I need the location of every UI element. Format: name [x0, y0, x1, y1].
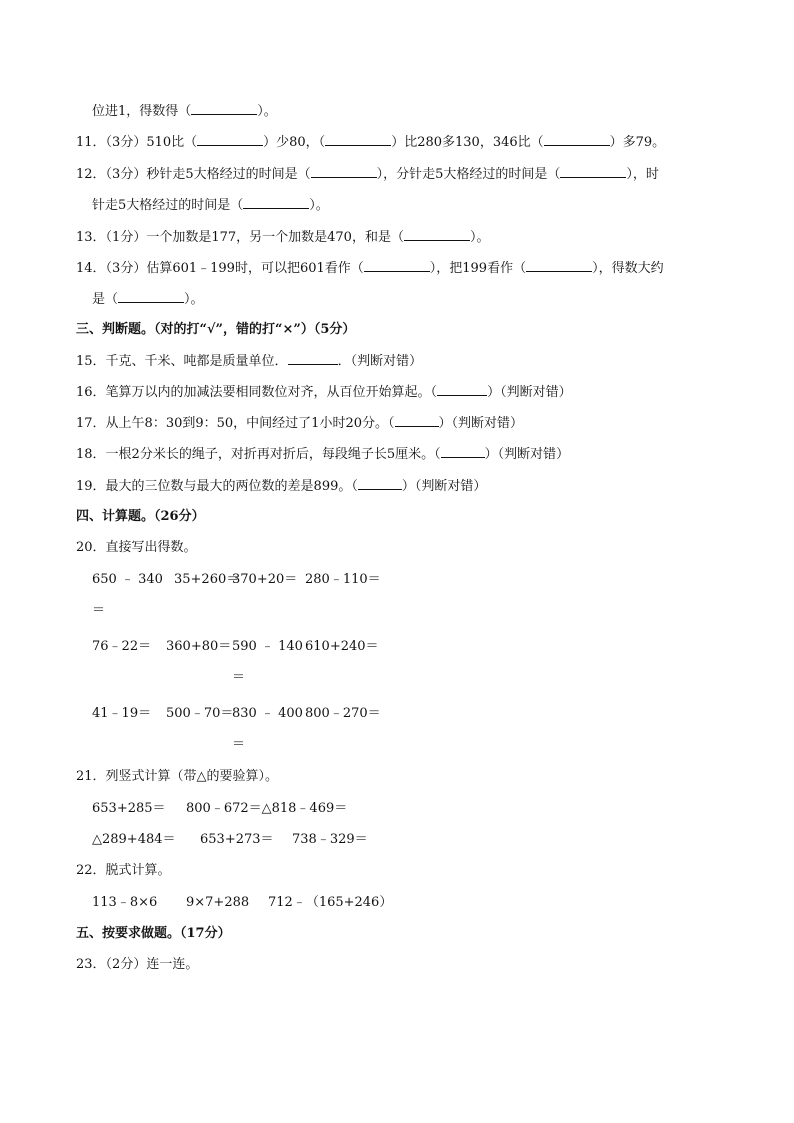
q14-text-b: ），把199看作（	[429, 261, 527, 276]
calc-item: 610+240＝	[305, 639, 379, 654]
calc-equals: ＝	[92, 603, 106, 618]
answer-blank[interactable]	[441, 445, 485, 458]
question-22-title	[76, 862, 171, 880]
answer-blank[interactable]	[191, 102, 257, 115]
question-number: 13．	[76, 230, 106, 245]
answer-blank[interactable]	[526, 259, 592, 272]
calc-item: 830 ﹣ 400	[232, 706, 303, 721]
question-number: 11．	[76, 135, 106, 150]
calc-item: 650 ﹣ 340	[92, 572, 163, 587]
q14-line2-text: 是（	[92, 292, 119, 307]
question-number: 20．	[76, 540, 106, 555]
answer-blank[interactable]	[404, 228, 470, 241]
q14-text-a: （3分）估算601﹣199时，可以把601看作（	[105, 261, 364, 276]
q13-text-b: ）。	[469, 230, 490, 245]
q15-text-b: ．（判断对错）	[337, 354, 423, 369]
calc-item: 9×7+288	[186, 895, 250, 910]
question-23-title	[76, 956, 198, 974]
q12-text-c: ），时	[626, 167, 659, 182]
calc-item: 41﹣19＝	[92, 706, 152, 721]
question-text: （2分）连一连。	[105, 957, 199, 972]
q11-text-b: ）少80，（	[263, 135, 326, 150]
question-18	[76, 445, 569, 464]
question-text: 列竖式计算（带△的要验算）。	[105, 769, 279, 784]
answer-blank[interactable]	[358, 477, 402, 490]
q19-text-b: ）（判断对错）	[401, 479, 487, 494]
calc-item: 712﹣（165+246）	[268, 895, 393, 910]
calc-item: △289+484＝	[92, 832, 176, 847]
question-17	[76, 414, 523, 433]
answer-blank[interactable]	[197, 133, 263, 146]
q19-text-a: 最大的三位数与最大的两位数的差是899。（	[105, 479, 358, 494]
section-heading-judgement: 三、判断题。（对的打“√”，错的打“×”）（5分）	[76, 322, 356, 337]
question-number: 16．	[76, 385, 106, 400]
question-number: 14．	[76, 261, 106, 276]
question-11	[76, 133, 665, 152]
answer-blank[interactable]	[325, 133, 391, 146]
answer-blank[interactable]	[560, 165, 626, 178]
calc-item: 360+80＝	[166, 639, 232, 654]
calc-equals: ＝	[232, 737, 246, 752]
q11-text-a: （3分）510比（	[105, 135, 198, 150]
question-number: 22．	[76, 863, 106, 878]
q17-text-b: ）（判断对错）	[438, 416, 524, 431]
section-heading-calculation: 四、计算题。（26分）	[76, 509, 205, 524]
question-20-title	[76, 539, 197, 557]
q11-text-d: ）多79。	[609, 135, 666, 150]
answer-blank[interactable]	[118, 290, 184, 303]
q13-text-a: （1分）一个加数是177，另一个加数是470，和是（	[105, 230, 404, 245]
q18-text-b: ）（判断对错）	[484, 447, 570, 462]
q17-text-a: 从上午8：30到9：50，中间经过了1小时20分。（	[105, 416, 395, 431]
calc-item: 590 ﹣ 140	[232, 639, 303, 654]
q10-end: ）。	[257, 104, 277, 119]
question-16	[76, 383, 572, 402]
calc-item: 35+260＝	[174, 572, 240, 587]
question-14-line2	[92, 290, 204, 309]
calc-item: 800﹣270＝	[305, 706, 381, 721]
question-21-title	[76, 768, 278, 786]
q14-text-c: ），得数大约	[592, 261, 664, 276]
answer-blank[interactable]	[288, 352, 338, 365]
q12-line2-end: ）。	[309, 198, 329, 213]
question-19	[76, 477, 486, 496]
calc-item: 653+285＝	[92, 801, 166, 816]
q12-text-a: （3分）秒针走5大格经过的时间是（	[105, 167, 311, 182]
question-14	[76, 259, 664, 278]
calc-item: 76﹣22＝	[92, 639, 152, 654]
question-10-continuation	[92, 102, 277, 121]
q16-text-b: ）（判断对错）	[487, 385, 572, 400]
q16-text-a: 笔算万以内的加减法要相同数位对齐，从百位开始算起。（	[105, 385, 438, 400]
calc-item: 280﹣110＝	[305, 572, 381, 587]
question-number: 17．	[76, 416, 106, 431]
question-number: 18．	[76, 447, 106, 462]
section-heading-tasks: 五、按要求做题。（17分）	[76, 926, 231, 941]
calc-item: 738﹣329＝	[292, 832, 368, 847]
q12-line2-text: 针走5大格经过的时间是（	[92, 198, 244, 213]
q10-text: 位进1，得数得（	[92, 104, 192, 119]
answer-blank[interactable]	[437, 383, 487, 396]
q18-text-a: 一根2分米长的绳子，对折再对折后，每段绳子长5厘米。（	[105, 447, 441, 462]
answer-blank[interactable]	[544, 133, 610, 146]
calc-item: 800﹣672＝△818﹣469＝	[186, 801, 348, 816]
question-12	[76, 165, 659, 184]
calc-item: 113﹣8×6	[92, 895, 158, 910]
question-number: 15．	[76, 354, 106, 369]
question-number: 12．	[76, 167, 106, 182]
question-text: 直接写出得数。	[105, 540, 197, 555]
answer-blank[interactable]	[395, 414, 439, 427]
q11-text-c: ）比280多130，346比（	[391, 135, 544, 150]
answer-blank[interactable]	[364, 259, 430, 272]
question-12-line2	[92, 196, 329, 215]
question-number: 23．	[76, 957, 106, 972]
question-number: 21．	[76, 769, 106, 784]
question-15	[76, 352, 422, 371]
answer-blank[interactable]	[243, 196, 309, 209]
calc-equals: ＝	[232, 670, 246, 685]
question-number: 19．	[76, 479, 106, 494]
q12-text-b: ），分针走5大格经过的时间是（	[376, 167, 561, 182]
q14-line2-end: ）。	[184, 292, 204, 307]
calc-item: 653+273＝	[200, 832, 274, 847]
calc-item: 500﹣70＝	[166, 706, 234, 721]
answer-blank[interactable]	[311, 165, 377, 178]
q15-text-a: 千克、千米、吨都是质量单位．	[105, 354, 288, 369]
calc-item: 370+20＝	[232, 572, 298, 587]
question-text: 脱式计算。	[105, 863, 171, 878]
question-13	[76, 228, 489, 247]
